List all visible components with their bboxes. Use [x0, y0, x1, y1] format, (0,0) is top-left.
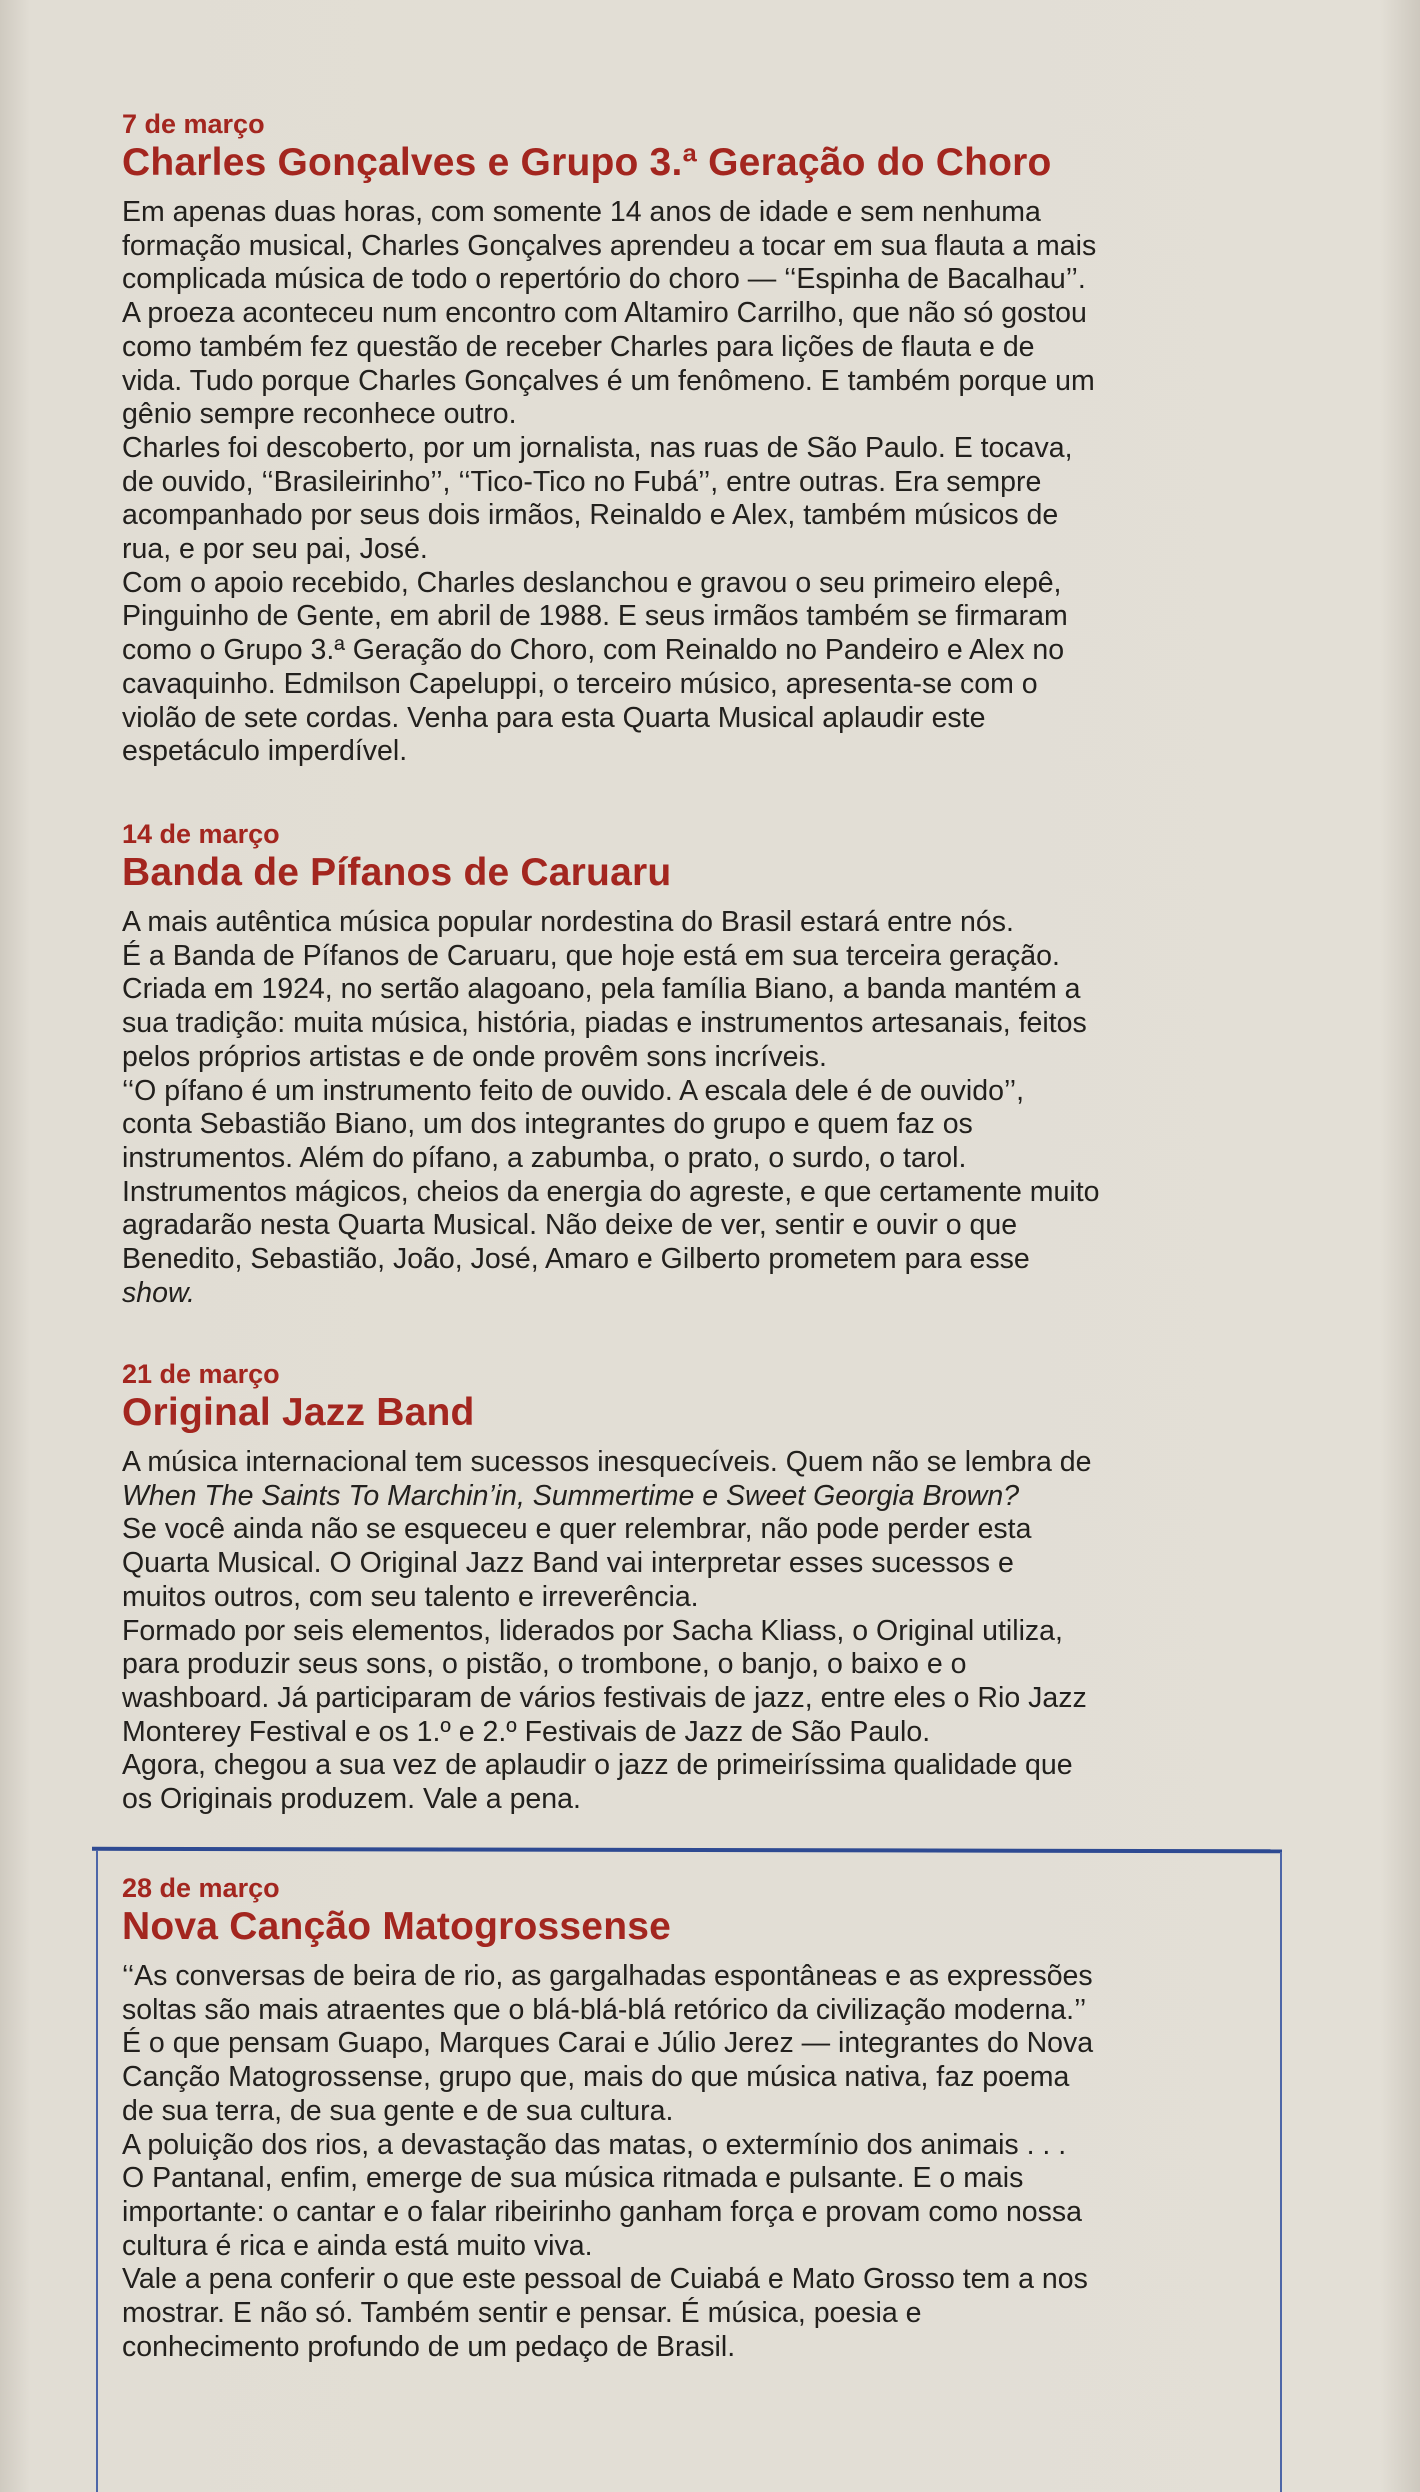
- text-line: Agora, chegou a sua vez de aplaudir o jazz de primeiríssima qualidade que: [122, 1749, 1073, 1782]
- event-title: Original Jazz Band: [122, 1391, 475, 1434]
- text-line: Criada em 1924, no sertão alagoano, pela família Biano, a banda mantém a: [122, 973, 1081, 1006]
- text-line: É a Banda de Pífanos de Caruaru, que hoje está em sua terceira geração.: [122, 939, 1060, 972]
- text-line: os Originais produzem. Vale a pena.: [122, 1783, 581, 1816]
- text-line: acompanhado por seus dois irmãos, Reinaldo e Alex, também músicos de: [122, 499, 1059, 532]
- event-section-nova-cancao-matogrossense: [122, 1872, 1252, 2364]
- text-line: instrumentos. Além do pífano, a zabumba, o prato, o surdo, o tarol.: [122, 1141, 967, 1174]
- text-line: rua, e por seu pai, José.: [122, 533, 428, 566]
- frame-left-border: [96, 1850, 98, 2492]
- text-line: espetáculo imperdível.: [122, 735, 408, 768]
- text-line: como também fez questão de receber Charles para lições de flauta e de: [122, 330, 1035, 363]
- text-line: A poluição dos rios, a devastação das matas, o extermínio dos animais . . .: [122, 2128, 1067, 2161]
- text-line: sua tradição: muita música, história, piadas e instrumentos artesanais, feitos: [122, 1007, 1087, 1040]
- text-line: O Pantanal, enfim, emerge de sua música ritmada e pulsante. E o mais: [122, 2162, 1024, 2195]
- text-line: Monterey Festival e os 1.º e 2.º Festivais de Jazz de São Paulo.: [122, 1715, 931, 1748]
- event-date: 28 de março: [122, 1873, 280, 1903]
- text-line: muitos outros, com seu talento e irreverência.: [122, 1580, 699, 1613]
- text-line: A mais autêntica música popular nordestina do Brasil estará entre nós.: [122, 906, 1014, 938]
- event-section-original-jazz-band: [122, 1358, 1252, 1817]
- text-line: de sua terra, de sua gente e de sua cultura.: [122, 2094, 674, 2127]
- text-line: Com o apoio recebido, Charles deslanchou e gravou o seu primeiro elepê,: [122, 566, 1062, 599]
- text-line: gênio sempre reconhece outro.: [122, 398, 517, 431]
- event-date: 14 de março: [122, 819, 280, 849]
- event-title: Banda de Pífanos de Caruaru: [122, 851, 672, 894]
- text-line: como o Grupo 3.ª Geração do Choro, com Reinaldo no Pandeiro e Alex no: [122, 634, 1065, 667]
- text-line: Charles foi descoberto, por um jornalista, nas ruas de São Paulo. E tocava,: [122, 431, 1073, 464]
- text-line: vida. Tudo porque Charles Gonçalves é um fenômeno. E também porque um: [122, 364, 1095, 397]
- text-line: conhecimento profundo de um pedaço de Brasil.: [122, 2330, 736, 2363]
- text-line: Instrumentos mágicos, cheios da energia do agreste, e que certamente muito: [122, 1175, 1100, 1208]
- event-title: Charles Gonçalves e Grupo 3.ª Geração do Choro: [122, 141, 1052, 184]
- text-line: Formado por seis elementos, liderados por Sacha Kliass, o Original utiliza,: [122, 1614, 1063, 1647]
- text-line: mostrar. E não só. Também sentir e pensar. É música, poesia e: [122, 2297, 922, 2330]
- text-line: ‘‘As conversas de beira de rio, as gargalhadas espontâneas e as expressões: [122, 1960, 1093, 1992]
- event-date: 21 de março: [122, 1359, 280, 1389]
- event-date: 7 de março: [122, 109, 265, 139]
- event-description: [122, 1446, 1252, 1817]
- text-line: When The Saints To Marchin’in, Summertime e Sweet Georgia Brown?: [122, 1479, 1020, 1512]
- text-line: ‘‘O pífano é um instrumento feito de ouvido. A escala dele é de ouvido’’,: [122, 1074, 1025, 1107]
- text-line: Pinguinho de Gente, em abril de 1988. E seus irmãos também se firmaram: [122, 600, 1068, 633]
- text-line: show.: [122, 1276, 195, 1309]
- text-line: Se você ainda não se esqueceu e quer relembrar, não pode perder esta: [122, 1513, 1032, 1546]
- event-section-banda-de-pifanos: [122, 818, 1252, 1310]
- text-line: importante: o cantar e o falar ribeirinho ganham força e provam como nossa: [122, 2195, 1082, 2228]
- event-description: [122, 906, 1252, 1310]
- text-line: formação musical, Charles Gonçalves aprendeu a tocar em sua flauta a mais: [122, 229, 1097, 262]
- text-line: violão de sete cordas. Venha para esta Quarta Musical aplaudir este: [122, 701, 986, 734]
- frame-top-border: [92, 1847, 1282, 1853]
- text-line: soltas são mais atraentes que o blá-blá-blá retórico da civilização moderna.’’: [122, 1993, 1087, 2026]
- frame-right-border: [1280, 1852, 1282, 2492]
- text-line: complicada música de todo o repertório do choro — ‘‘Espinha de Bacalhau’’.: [122, 263, 1086, 296]
- event-section-charles-goncalves: [122, 108, 1252, 769]
- text-line: de ouvido, ‘‘Brasileirinho’’, ‘‘Tico-Tico no Fubá’’, entre outras. Era sempre: [122, 465, 1042, 498]
- text-line: cavaquinho. Edmilson Capeluppi, o terceiro músico, apresenta-se com o: [122, 667, 1038, 700]
- text-line: Quarta Musical. O Original Jazz Band vai interpretar esses sucessos e: [122, 1547, 1014, 1580]
- event-description: [122, 1960, 1252, 2364]
- text-line: pelos próprios artistas e de onde provêm sons incríveis.: [122, 1040, 827, 1073]
- text-line: Vale a pena conferir o que este pessoal de Cuiabá e Mato Grosso tem a nos: [122, 2263, 1088, 2296]
- text-line: conta Sebastião Biano, um dos integrantes do grupo e quem faz os: [122, 1108, 973, 1141]
- text-line: Benedito, Sebastião, João, José, Amaro e Gilberto prometem para esse: [122, 1243, 1030, 1276]
- text-line: agradarão nesta Quarta Musical. Não deixe de ver, sentir e ouvir o que: [122, 1209, 1018, 1242]
- text-line: A proeza aconteceu num encontro com Altamiro Carrilho, que não só gostou: [122, 297, 1087, 330]
- text-line: washboard. Já participaram de vários festivais de jazz, entre eles o Rio Jazz: [122, 1681, 1087, 1714]
- text-line: Em apenas duas horas, com somente 14 anos de idade e sem nenhuma: [122, 196, 1041, 228]
- event-title: Nova Canção Matogrossense: [122, 1905, 672, 1948]
- text-line: Canção Matogrossense, grupo que, mais do que música nativa, faz poema: [122, 2061, 1070, 2094]
- text-line: para produzir seus sons, o pistão, o trombone, o banjo, o baixo e o: [122, 1648, 967, 1681]
- text-line: cultura é rica e ainda está muito viva.: [122, 2229, 593, 2262]
- text-line: É o que pensam Guapo, Marques Carai e Júlio Jerez — integrantes do Nova: [122, 2027, 1094, 2060]
- text-line: A música internacional tem sucessos inesquecíveis. Quem não se lembra de: [122, 1446, 1092, 1478]
- event-description: [122, 196, 1252, 769]
